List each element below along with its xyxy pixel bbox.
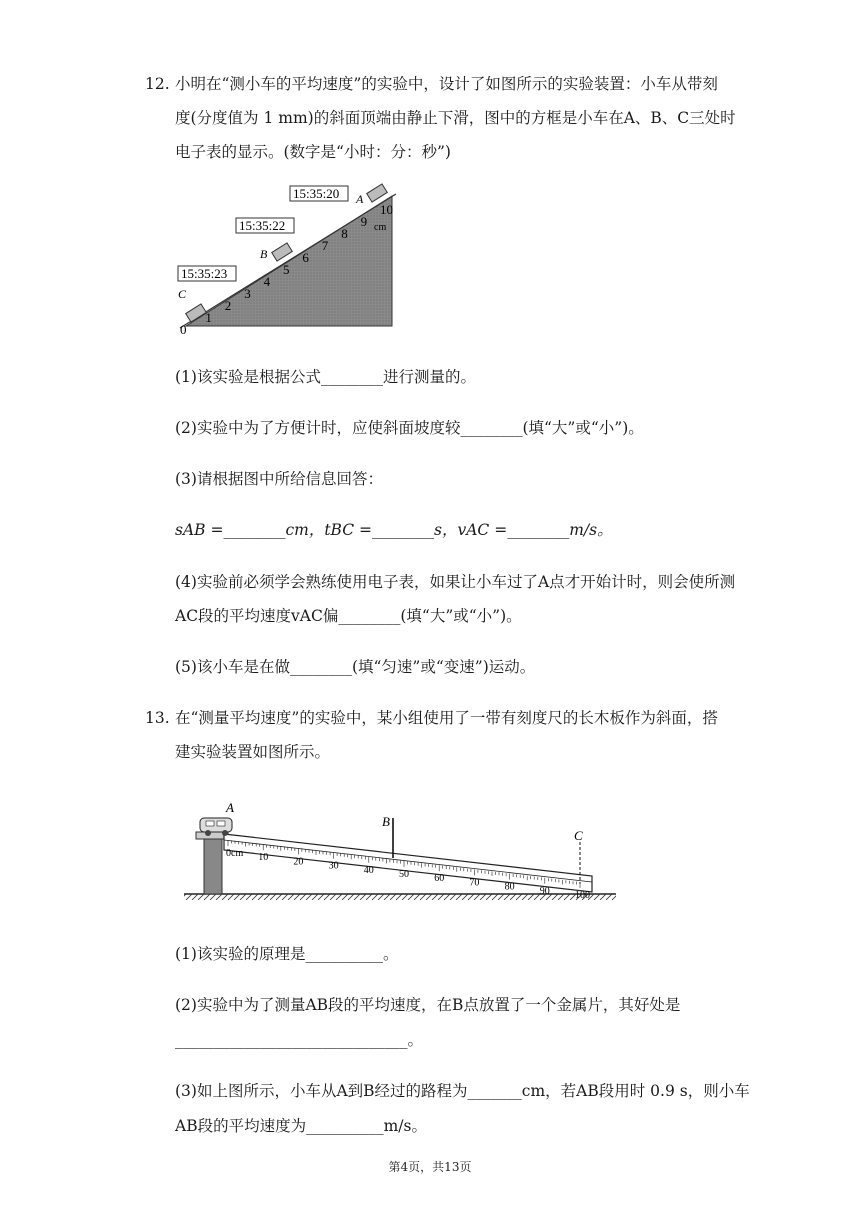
q12-sub-3: (3)请根据图中所给信息回答： — [175, 470, 383, 488]
q13-stem-line-1: 在“测量平均速度”的实验中，某小组使用了一带有刻度尺的长木板作为斜面，搭 — [175, 709, 718, 727]
point-label-b-q13: B — [382, 814, 390, 829]
ruler-scale-label: 0cm — [226, 848, 244, 859]
unit-label-cm: cm — [374, 222, 387, 233]
incline-scale-label: 6 — [302, 250, 309, 265]
ruler-scale-label: 90 — [539, 885, 550, 897]
incline-scale-label: 5 — [283, 262, 290, 277]
incline-scale-label: 2 — [224, 298, 232, 313]
page-footer: 第4页，共13页 — [388, 1160, 472, 1174]
incline-scale-label: 8 — [341, 226, 348, 241]
timer-display-c: 15:35:23 — [181, 266, 228, 281]
q13-stem-line-2: 建实验装置如图所示。 — [175, 743, 331, 761]
ramp-figure-q13 — [180, 792, 620, 912]
incline-scale-label: 10 — [380, 202, 393, 217]
q12-stem-line-1: 小明在“测小车的平均速度”的实验中，设计了如图所示的实验装置：小车从带刻 — [175, 75, 718, 93]
q12-sub-3-answers: sAB =________cm，tBC =________s，vAC =________m/s。 — [175, 521, 613, 539]
point-label-a: A — [356, 192, 364, 206]
ruler-board — [224, 834, 592, 892]
question-12-number: 12. — [145, 75, 170, 93]
ruler-scale-label: 80 — [504, 881, 515, 893]
ruler-scale-label: 10 — [258, 852, 269, 864]
q12-sub-1: (1)该实验是根据公式________进行测量的。 — [175, 368, 476, 386]
q13-sub-3-line-1: (3)如上图所示，小车从A到B经过的路程为_______cm，若AB段用时 0.9 s，则小车 — [175, 1082, 750, 1100]
point-label-a-q13: A — [226, 800, 234, 815]
car-at-a — [367, 184, 388, 202]
point-label-c: C — [178, 287, 187, 301]
q12-stem-line-3: 电子表的显示。(数字是“小时：分：秒”) — [175, 143, 451, 161]
incline-scale-label: 9 — [360, 214, 368, 229]
ruler-scale-label: 70 — [469, 877, 480, 889]
incline-figure-q12 — [172, 182, 412, 342]
q13-sub-1: (1)该实验的原理是__________。 — [175, 945, 399, 963]
q12-stem-line-2: 度(分度值为 1 mm)的斜面顶端由静止下滑，图中的方框是小车在A、B、C三处时 — [175, 109, 736, 127]
incline-scale-label: 0 — [180, 322, 187, 337]
incline-scale-label: 7 — [321, 238, 329, 253]
point-label-b: B — [260, 247, 268, 261]
support-block — [204, 838, 222, 894]
q13-sub-2-line-2: ______________________________。 — [175, 1031, 424, 1049]
point-label-c-q13: C — [574, 828, 583, 843]
ruler-scale-label: 20 — [293, 856, 304, 868]
q12-sub-4-line-1: (4)实验前必须学会熟练使用电子表，如果让小车过了A点才开始计时，则会使所测 — [175, 573, 736, 591]
ruler-scale-label: 50 — [399, 869, 409, 880]
ruler-scale-label: 30 — [328, 860, 339, 872]
question-13-number: 13. — [145, 709, 170, 727]
incline-scale-label: 4 — [263, 274, 271, 289]
ruler-scale-label: 60 — [434, 873, 445, 885]
q12-sub-2: (2)实验中为了方便计时，应使斜面坡度较________(填“大”或“小”)。 — [175, 419, 644, 437]
car-at-b — [272, 243, 293, 261]
q13-sub-2-line-1: (2)实验中为了测量AB段的平均速度，在B点放置了一个金属片，其好处是 — [175, 996, 681, 1014]
q12-sub-4-line-2: AC段的平均速度vAC偏________(填“大”或“小”)。 — [175, 607, 522, 625]
ruler-scale-label: 100 — [575, 890, 590, 901]
q13-sub-3-line-2: AB段的平均速度为__________m/s。 — [175, 1117, 427, 1135]
timer-display-a: 15:35:20 — [293, 186, 340, 201]
timer-display-b: 15:35:22 — [239, 218, 286, 233]
ruler-scale-label: 40 — [363, 864, 374, 876]
incline-scale-label: 3 — [244, 286, 251, 301]
q12-sub-5: (5)该小车是在做________(填“匀速”或“变速”)运动。 — [175, 658, 536, 676]
incline-scale-label: 1 — [205, 310, 212, 325]
